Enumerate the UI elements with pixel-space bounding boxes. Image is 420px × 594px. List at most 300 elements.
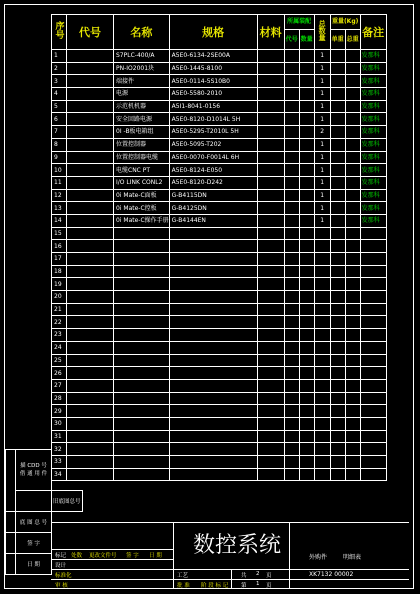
cell-spec: A5E0-6134-2SE00A — [169, 50, 257, 63]
cell-total-weight — [345, 113, 360, 126]
cell-name — [114, 405, 170, 418]
cell-unit-weight — [330, 164, 345, 177]
table-row — [52, 88, 387, 101]
cell-total-weight — [345, 265, 360, 278]
cell-name — [114, 443, 170, 456]
cell-no: 14 — [52, 214, 67, 227]
cell-unit-weight — [330, 189, 345, 202]
header-total-weight: 总重 — [345, 30, 360, 50]
cell-total-weight — [345, 253, 360, 266]
cell-material — [257, 126, 284, 139]
cell-asm-code — [284, 354, 299, 367]
tb-count: 处数 — [71, 553, 83, 559]
cell-asm-code — [284, 329, 299, 342]
cell-code — [67, 303, 114, 316]
cell-asm-code — [284, 126, 299, 139]
cell-qty — [314, 468, 330, 481]
cell-unit-weight — [330, 392, 345, 405]
cell-asm-code — [284, 379, 299, 392]
cell-unit-weight — [330, 227, 345, 240]
cell-unit-weight — [330, 113, 345, 126]
table-row — [52, 227, 387, 240]
tb-approve: 批 准 — [177, 583, 190, 589]
tb-total-label: 共 — [241, 573, 247, 579]
cell-material — [257, 202, 284, 215]
cell-asm-code — [284, 164, 299, 177]
cell-unit-weight — [330, 62, 345, 75]
cell-remark — [360, 265, 386, 278]
cell-total-weight — [345, 138, 360, 151]
cell-spec: A5E0-8120-D1014L 5H — [169, 113, 257, 126]
cell-no: 30 — [52, 417, 67, 430]
cell-remark — [360, 379, 386, 392]
cell-name — [114, 265, 170, 278]
cell-material — [257, 214, 284, 227]
table-row — [52, 164, 387, 177]
cell-remark: 发那科 — [360, 202, 386, 215]
cell-code — [67, 316, 114, 329]
cell-remark — [360, 291, 386, 304]
cell-asm-qty — [299, 88, 314, 101]
cell-total-weight — [345, 50, 360, 63]
cell-qty: 1 — [314, 100, 330, 113]
cell-no: 8 — [52, 138, 67, 151]
cell-code — [67, 341, 114, 354]
cell-asm-code — [284, 176, 299, 189]
cell-material — [257, 367, 284, 380]
cell-name: PN-IO2001块 — [114, 62, 170, 75]
cell-asm-code — [284, 75, 299, 88]
table-row — [52, 392, 387, 405]
cell-name — [114, 430, 170, 443]
cell-unit-weight — [330, 303, 345, 316]
cell-asm-code — [284, 443, 299, 456]
cell-remark — [360, 456, 386, 469]
cell-remark — [360, 253, 386, 266]
cell-asm-code — [284, 189, 299, 202]
cell-total-weight — [345, 62, 360, 75]
cell-name: S7PLC-400/A — [114, 50, 170, 63]
cell-asm-qty — [299, 392, 314, 405]
cell-qty: 1 — [314, 138, 330, 151]
cell-no: 21 — [52, 303, 67, 316]
cell-total-weight — [345, 443, 360, 456]
cell-total-weight — [345, 100, 360, 113]
cell-total-weight — [345, 329, 360, 342]
cell-asm-qty — [299, 126, 314, 139]
tb-page-label-2: 页 — [266, 583, 272, 589]
cell-remark — [360, 392, 386, 405]
cell-material — [257, 88, 284, 101]
cell-total-weight — [345, 126, 360, 139]
table-row — [52, 214, 387, 227]
cell-qty — [314, 405, 330, 418]
cell-no: 17 — [52, 253, 67, 266]
cell-unit-weight — [330, 75, 345, 88]
tb-sign: 签 字 — [126, 553, 139, 559]
cell-asm-code — [284, 405, 299, 418]
cell-code — [67, 405, 114, 418]
cell-material — [257, 100, 284, 113]
cell-total-weight — [345, 341, 360, 354]
cell-total-weight — [345, 379, 360, 392]
table-row — [52, 265, 387, 278]
cell-no: 6 — [52, 113, 67, 126]
table-row — [52, 379, 387, 392]
cell-material — [257, 151, 284, 164]
cell-remark: 发那科 — [360, 138, 386, 151]
header-assembly: 所属装配 — [284, 15, 314, 30]
cell-spec — [169, 303, 257, 316]
cell-qty — [314, 253, 330, 266]
cell-remark: 发那科 — [360, 75, 386, 88]
cell-remark — [360, 316, 386, 329]
cell-no: 27 — [52, 379, 67, 392]
cell-no: 29 — [52, 405, 67, 418]
cell-remark — [360, 278, 386, 291]
header-code: 代号 — [67, 15, 114, 50]
cell-unit-weight — [330, 291, 345, 304]
header-name: 名称 — [114, 15, 170, 50]
cell-spec — [169, 379, 257, 392]
cell-spec — [169, 341, 257, 354]
cell-asm-qty — [299, 202, 314, 215]
cell-asm-code — [284, 253, 299, 266]
cell-remark: 发那科 — [360, 214, 386, 227]
cell-code — [67, 202, 114, 215]
cell-remark — [360, 227, 386, 240]
table-row — [52, 113, 387, 126]
tb-date: 日 期 — [149, 553, 162, 559]
cell-code — [67, 227, 114, 240]
cell-asm-code — [284, 316, 299, 329]
side-old-base: 旧底图总号 — [52, 491, 83, 512]
cell-asm-code — [284, 417, 299, 430]
cell-name: 0i Mate-C面板 — [114, 189, 170, 202]
cell-unit-weight — [330, 341, 345, 354]
main-title: 数控系统 — [193, 533, 282, 558]
cell-asm-code — [284, 468, 299, 481]
cell-qty — [314, 354, 330, 367]
cell-total-weight — [345, 392, 360, 405]
cell-asm-qty — [299, 138, 314, 151]
cell-remark: 发那科 — [360, 100, 386, 113]
cell-qty: 2 — [314, 126, 330, 139]
cell-code — [67, 88, 114, 101]
cell-asm-qty — [299, 227, 314, 240]
cell-remark: 发那科 — [360, 151, 386, 164]
cell-asm-code — [284, 151, 299, 164]
cell-name — [114, 354, 170, 367]
cell-qty: 1 — [314, 50, 330, 63]
cell-material — [257, 341, 284, 354]
header-weight: 重量(Kg) — [330, 15, 360, 30]
cell-remark — [360, 417, 386, 430]
cell-qty — [314, 227, 330, 240]
cell-spec: G-B4115DN — [169, 189, 257, 202]
cell-spec — [169, 405, 257, 418]
cell-spec: A5E0-8124-E050 — [169, 164, 257, 177]
cell-code — [67, 354, 114, 367]
cell-remark: 发那科 — [360, 50, 386, 63]
table-row — [52, 189, 387, 202]
table-row — [52, 329, 387, 342]
cell-asm-code — [284, 50, 299, 63]
tb-page-label-1: 页 — [266, 573, 272, 579]
cell-asm-qty — [299, 100, 314, 113]
cell-qty — [314, 341, 330, 354]
cell-total-weight — [345, 151, 360, 164]
cell-total-weight — [345, 430, 360, 443]
cell-asm-qty — [299, 367, 314, 380]
cell-total-weight — [345, 214, 360, 227]
cell-asm-qty — [299, 291, 314, 304]
cell-name: 端接件 — [114, 75, 170, 88]
cell-asm-qty — [299, 303, 314, 316]
cell-spec: G-B4125DN — [169, 202, 257, 215]
cell-asm-qty — [299, 443, 314, 456]
cell-spec: A5E0-8120-D242 — [169, 176, 257, 189]
tb-no-label: 第 — [241, 583, 247, 589]
cell-unit-weight — [330, 278, 345, 291]
cell-no: 10 — [52, 164, 67, 177]
cell-material — [257, 291, 284, 304]
cell-total-weight — [345, 202, 360, 215]
cell-qty — [314, 240, 330, 253]
cell-name — [114, 227, 170, 240]
cell-unit-weight — [330, 354, 345, 367]
cell-unit-weight — [330, 126, 345, 139]
cell-material — [257, 50, 284, 63]
cell-asm-code — [284, 227, 299, 240]
cell-no: 18 — [52, 265, 67, 278]
cell-qty: 1 — [314, 113, 330, 126]
cell-remark — [360, 405, 386, 418]
cell-material — [257, 417, 284, 430]
cell-name — [114, 379, 170, 392]
cell-material — [257, 354, 284, 367]
cell-code — [67, 214, 114, 227]
tb-standard: 标准化 — [55, 573, 72, 579]
cell-qty — [314, 329, 330, 342]
table-row — [52, 62, 387, 75]
cell-name: 0I -B板电箱组 — [114, 126, 170, 139]
cell-asm-qty — [299, 151, 314, 164]
cell-name: 0i Mate-C控板 — [114, 202, 170, 215]
cell-spec: A5E0-0114-5S10B0 — [169, 75, 257, 88]
cell-asm-qty — [299, 405, 314, 418]
cell-no: 34 — [52, 468, 67, 481]
cell-asm-code — [284, 291, 299, 304]
cell-asm-code — [284, 392, 299, 405]
cell-total-weight — [345, 176, 360, 189]
cell-unit-weight — [330, 100, 345, 113]
tb-stage-mark: 阶 段 标 记 — [201, 583, 229, 589]
cell-asm-qty — [299, 468, 314, 481]
table-row — [52, 291, 387, 304]
cell-total-weight — [345, 367, 360, 380]
cell-spec — [169, 456, 257, 469]
cell-no: 1 — [52, 50, 67, 63]
cell-unit-weight — [330, 316, 345, 329]
cell-qty — [314, 443, 330, 456]
cell-code — [67, 379, 114, 392]
cell-asm-qty — [299, 329, 314, 342]
cell-spec — [169, 354, 257, 367]
cell-total-weight — [345, 227, 360, 240]
cell-remark: 发那科 — [360, 176, 386, 189]
cell-qty: 1 — [314, 164, 330, 177]
tb-process: 工艺 — [177, 573, 189, 579]
cell-spec — [169, 227, 257, 240]
cell-unit-weight — [330, 176, 345, 189]
cell-name: 0i Mate-C操作手册 — [114, 214, 170, 227]
table-row — [52, 367, 387, 380]
cell-spec — [169, 240, 257, 253]
cell-no: 20 — [52, 291, 67, 304]
cell-code — [67, 392, 114, 405]
tb-design: 设计 — [55, 563, 67, 569]
cell-asm-qty — [299, 164, 314, 177]
cell-unit-weight — [330, 367, 345, 380]
cell-unit-weight — [330, 417, 345, 430]
cell-name — [114, 316, 170, 329]
cell-code — [67, 113, 114, 126]
title-block — [51, 522, 409, 589]
cell-total-weight — [345, 88, 360, 101]
cell-spec: A5E0-1445-8100 — [169, 62, 257, 75]
cell-name: 示范机机器 — [114, 100, 170, 113]
table-row — [52, 468, 387, 481]
cell-total-weight — [345, 417, 360, 430]
cell-asm-code — [284, 214, 299, 227]
cell-unit-weight — [330, 253, 345, 266]
cell-unit-weight — [330, 405, 345, 418]
cell-no: 19 — [52, 278, 67, 291]
cell-spec — [169, 316, 257, 329]
cell-total-weight — [345, 468, 360, 481]
cell-remark — [360, 341, 386, 354]
cell-no: 16 — [52, 240, 67, 253]
table-row — [52, 202, 387, 215]
cell-no: 3 — [52, 75, 67, 88]
cell-name — [114, 367, 170, 380]
table-row — [52, 316, 387, 329]
cell-total-weight — [345, 75, 360, 88]
cell-asm-qty — [299, 341, 314, 354]
cell-unit-weight — [330, 329, 345, 342]
cell-name: 位置控制器电缆 — [114, 151, 170, 164]
cell-spec: A5E0-0070-F0014L 6H — [169, 151, 257, 164]
cell-asm-qty — [299, 176, 314, 189]
cell-name — [114, 392, 170, 405]
cell-no: 2 — [52, 62, 67, 75]
cell-name — [114, 253, 170, 266]
cell-unit-weight — [330, 443, 345, 456]
cell-remark — [360, 430, 386, 443]
cell-asm-qty — [299, 417, 314, 430]
cell-spec — [169, 291, 257, 304]
cell-asm-qty — [299, 316, 314, 329]
cell-total-weight — [345, 316, 360, 329]
cell-qty: 1 — [314, 62, 330, 75]
cell-total-weight — [345, 189, 360, 202]
cell-qty: 1 — [314, 189, 330, 202]
cell-total-weight — [345, 278, 360, 291]
cell-asm-code — [284, 341, 299, 354]
tb-mark: 标记 — [55, 553, 67, 559]
cell-code — [67, 126, 114, 139]
table-row — [52, 126, 387, 139]
cell-no: 23 — [52, 329, 67, 342]
cell-name — [114, 278, 170, 291]
cell-spec — [169, 265, 257, 278]
cell-remark: 发那科 — [360, 113, 386, 126]
cell-unit-weight — [330, 151, 345, 164]
cell-asm-code — [284, 113, 299, 126]
cell-qty — [314, 379, 330, 392]
cell-total-weight — [345, 291, 360, 304]
cell-material — [257, 379, 284, 392]
table-row — [52, 278, 387, 291]
cell-qty — [314, 430, 330, 443]
tb-total-pages: 2 — [256, 571, 260, 577]
table-row — [52, 341, 387, 354]
cell-code — [67, 367, 114, 380]
cell-name: 安全回路电源 — [114, 113, 170, 126]
cell-unit-weight — [330, 240, 345, 253]
cell-qty — [314, 316, 330, 329]
cell-material — [257, 62, 284, 75]
cell-material — [257, 265, 284, 278]
cell-unit-weight — [330, 138, 345, 151]
cell-spec — [169, 392, 257, 405]
cell-remark: 发那科 — [360, 62, 386, 75]
cell-unit-weight — [330, 50, 345, 63]
cell-remark — [360, 240, 386, 253]
cell-material — [257, 138, 284, 151]
cell-qty — [314, 303, 330, 316]
cell-asm-code — [284, 303, 299, 316]
cell-code — [67, 430, 114, 443]
cell-asm-code — [284, 265, 299, 278]
cell-spec — [169, 329, 257, 342]
cell-name: 电源 — [114, 88, 170, 101]
cell-material — [257, 278, 284, 291]
cell-remark — [360, 329, 386, 342]
cell-material — [257, 176, 284, 189]
doc-type: 外购件 — [309, 554, 328, 561]
cell-no: 31 — [52, 430, 67, 443]
cell-code — [67, 417, 114, 430]
side-base: 底 图 总 号 — [16, 512, 52, 533]
header-assembly-qty: 数量 — [299, 30, 314, 50]
cell-no: 4 — [52, 88, 67, 101]
cell-asm-qty — [299, 214, 314, 227]
cell-unit-weight — [330, 202, 345, 215]
cell-no: 12 — [52, 189, 67, 202]
cell-code — [67, 253, 114, 266]
cell-qty: 1 — [314, 88, 330, 101]
cell-remark: 发那科 — [360, 88, 386, 101]
cell-no: 9 — [52, 151, 67, 164]
drawing-no: XK7132 00002 — [309, 571, 354, 578]
cell-asm-qty — [299, 265, 314, 278]
cell-name — [114, 468, 170, 481]
cell-no: 26 — [52, 367, 67, 380]
table-row — [52, 100, 387, 113]
cell-asm-qty — [299, 379, 314, 392]
